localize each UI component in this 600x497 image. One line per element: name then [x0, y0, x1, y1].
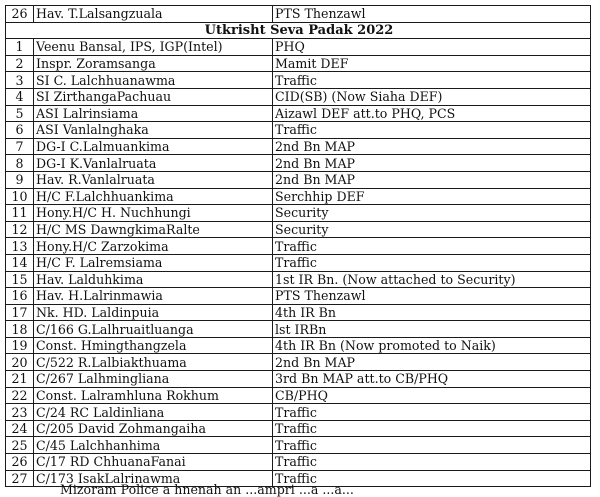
name-cell: C/45 Lalchhanhima: [34, 437, 273, 454]
posting-cell: PTS Thenzawl: [273, 288, 591, 305]
table-row: [6, 105, 591, 122]
serial-cell: 18: [6, 321, 34, 338]
posting-cell: Traffic: [273, 122, 591, 139]
posting-cell: PHQ: [273, 39, 591, 56]
table-row: [6, 437, 591, 454]
table-row: [6, 188, 591, 205]
posting-cell: Traffic: [273, 454, 591, 471]
posting-cell: Aizawl DEF att.to PHQ, PCS: [273, 105, 591, 122]
serial-cell: 16: [6, 288, 34, 305]
table-row: [6, 321, 591, 338]
table-row: [6, 420, 591, 437]
serial-cell: 2: [6, 55, 34, 72]
posting-cell: Traffic: [273, 254, 591, 271]
award-list-sheet: [5, 5, 591, 487]
serial-cell: 22: [6, 387, 34, 404]
table-row: [6, 354, 591, 371]
name-cell: Hav. R.Vanlalruata: [34, 171, 273, 188]
table-row: [6, 55, 591, 72]
table-row: [6, 171, 591, 188]
table-row: [6, 454, 591, 471]
posting-cell: PTS Thenzawl: [273, 6, 591, 23]
posting-cell: CB/PHQ: [273, 387, 591, 404]
posting-cell: 3rd Bn MAP att.to CB/PHQ: [273, 371, 591, 388]
table-row: [6, 122, 591, 139]
section-heading-row: [6, 22, 591, 39]
table-row: [6, 271, 591, 288]
serial-cell: 26: [6, 6, 34, 23]
table-row: [6, 238, 591, 255]
name-cell: ASI Vanlalnghaka: [34, 122, 273, 139]
serial-cell: 12: [6, 221, 34, 238]
name-cell: Hav. T.Lalsangzuala: [34, 6, 273, 23]
table-row: [6, 304, 591, 321]
serial-cell: 3: [6, 72, 34, 89]
name-cell: SI ZirthangaPachuau: [34, 88, 273, 105]
serial-cell: 5: [6, 105, 34, 122]
award-table: [5, 5, 591, 487]
serial-cell: 14: [6, 254, 34, 271]
name-cell: DG-I C.Lalmuankima: [34, 138, 273, 155]
name-cell: Const. Lalramhluna Rokhum: [34, 387, 273, 404]
name-cell: Const. Hmingthangzela: [34, 337, 273, 354]
name-cell: ASI Lalrinsiama: [34, 105, 273, 122]
name-cell: Nk. HD. Laldinpuia: [34, 304, 273, 321]
posting-cell: Traffic: [273, 420, 591, 437]
table-row: [6, 138, 591, 155]
posting-cell: 2nd Bn MAP: [273, 171, 591, 188]
table-row: [6, 39, 591, 56]
serial-cell: 9: [6, 171, 34, 188]
serial-cell: 21: [6, 371, 34, 388]
name-cell: Inspr. Zoramsanga: [34, 55, 273, 72]
posting-cell: Security: [273, 221, 591, 238]
name-cell: DG-I K.Vanlalruata: [34, 155, 273, 172]
table-row: [6, 221, 591, 238]
posting-cell: 4th IR Bn: [273, 304, 591, 321]
serial-cell: 24: [6, 420, 34, 437]
serial-cell: 11: [6, 205, 34, 222]
serial-cell: 27: [6, 470, 34, 487]
posting-cell: Traffic: [273, 404, 591, 421]
name-cell: Hony.H/C H. Nuchhungi: [34, 205, 273, 222]
serial-cell: 23: [6, 404, 34, 421]
serial-cell: 20: [6, 354, 34, 371]
name-cell: C/17 RD ChhuanaFanai: [34, 454, 273, 471]
name-cell: H/C MS DawngkimaRalte: [34, 221, 273, 238]
posting-cell: Traffic: [273, 72, 591, 89]
posting-cell: CID(SB) (Now Siaha DEF): [273, 88, 591, 105]
name-cell: C/173 IsakLalrinawma: [34, 470, 273, 487]
serial-cell: 19: [6, 337, 34, 354]
posting-cell: 1st IR Bn. (Now attached to Security): [273, 271, 591, 288]
name-cell: C/267 Lalhmingliana: [34, 371, 273, 388]
posting-cell: Security: [273, 205, 591, 222]
table-row: [6, 155, 591, 172]
name-cell: Veenu Bansal, IPS, IGP(Intel): [34, 39, 273, 56]
table-row: [6, 88, 591, 105]
name-cell: C/166 G.Lalhruaitluanga: [34, 321, 273, 338]
table-row: [6, 371, 591, 388]
table-row: [6, 337, 591, 354]
table-row: [6, 404, 591, 421]
name-cell: Hony.H/C Zarzokima: [34, 238, 273, 255]
serial-cell: 10: [6, 188, 34, 205]
name-cell: H/C F.Lalchhuankima: [34, 188, 273, 205]
posting-cell: 2nd Bn MAP: [273, 155, 591, 172]
name-cell: C/24 RC Laldinliana: [34, 404, 273, 421]
serial-cell: 1: [6, 39, 34, 56]
name-cell: C/522 R.Lalbiakthuama: [34, 354, 273, 371]
name-cell: Hav. Lalduhkima: [34, 271, 273, 288]
name-cell: H/C F. Lalremsiama: [34, 254, 273, 271]
serial-cell: 13: [6, 238, 34, 255]
posting-cell: Traffic: [273, 238, 591, 255]
footer-text-fragment: Mizoram Police a hnenah an ...ampri ...a ...a...: [60, 482, 354, 497]
name-cell: Hav. H.Lalrinmawia: [34, 288, 273, 305]
serial-cell: 7: [6, 138, 34, 155]
posting-cell: Serchhip DEF: [273, 188, 591, 205]
posting-cell: lst IRBn: [273, 321, 591, 338]
posting-cell: Traffic: [273, 437, 591, 454]
name-cell: C/205 David Zohmangaiha: [34, 420, 273, 437]
posting-cell: 2nd Bn MAP: [273, 138, 591, 155]
serial-cell: 17: [6, 304, 34, 321]
serial-cell: 25: [6, 437, 34, 454]
table-row: [6, 205, 591, 222]
serial-cell: 8: [6, 155, 34, 172]
section-title: Utkrisht Seva Padak 2022: [6, 22, 591, 39]
serial-cell: 6: [6, 122, 34, 139]
table-row: [6, 254, 591, 271]
serial-cell: 26: [6, 454, 34, 471]
posting-cell: Traffic: [273, 470, 591, 487]
serial-cell: 4: [6, 88, 34, 105]
table-row: [6, 288, 591, 305]
posting-cell: 4th IR Bn (Now promoted to Naik): [273, 337, 591, 354]
posting-cell: Mamit DEF: [273, 55, 591, 72]
table-row: [6, 72, 591, 89]
table-row: [6, 387, 591, 404]
serial-cell: 15: [6, 271, 34, 288]
posting-cell: 2nd Bn MAP: [273, 354, 591, 371]
table-row-previous: [6, 6, 591, 23]
name-cell: SI C. Lalchhuanawma: [34, 72, 273, 89]
